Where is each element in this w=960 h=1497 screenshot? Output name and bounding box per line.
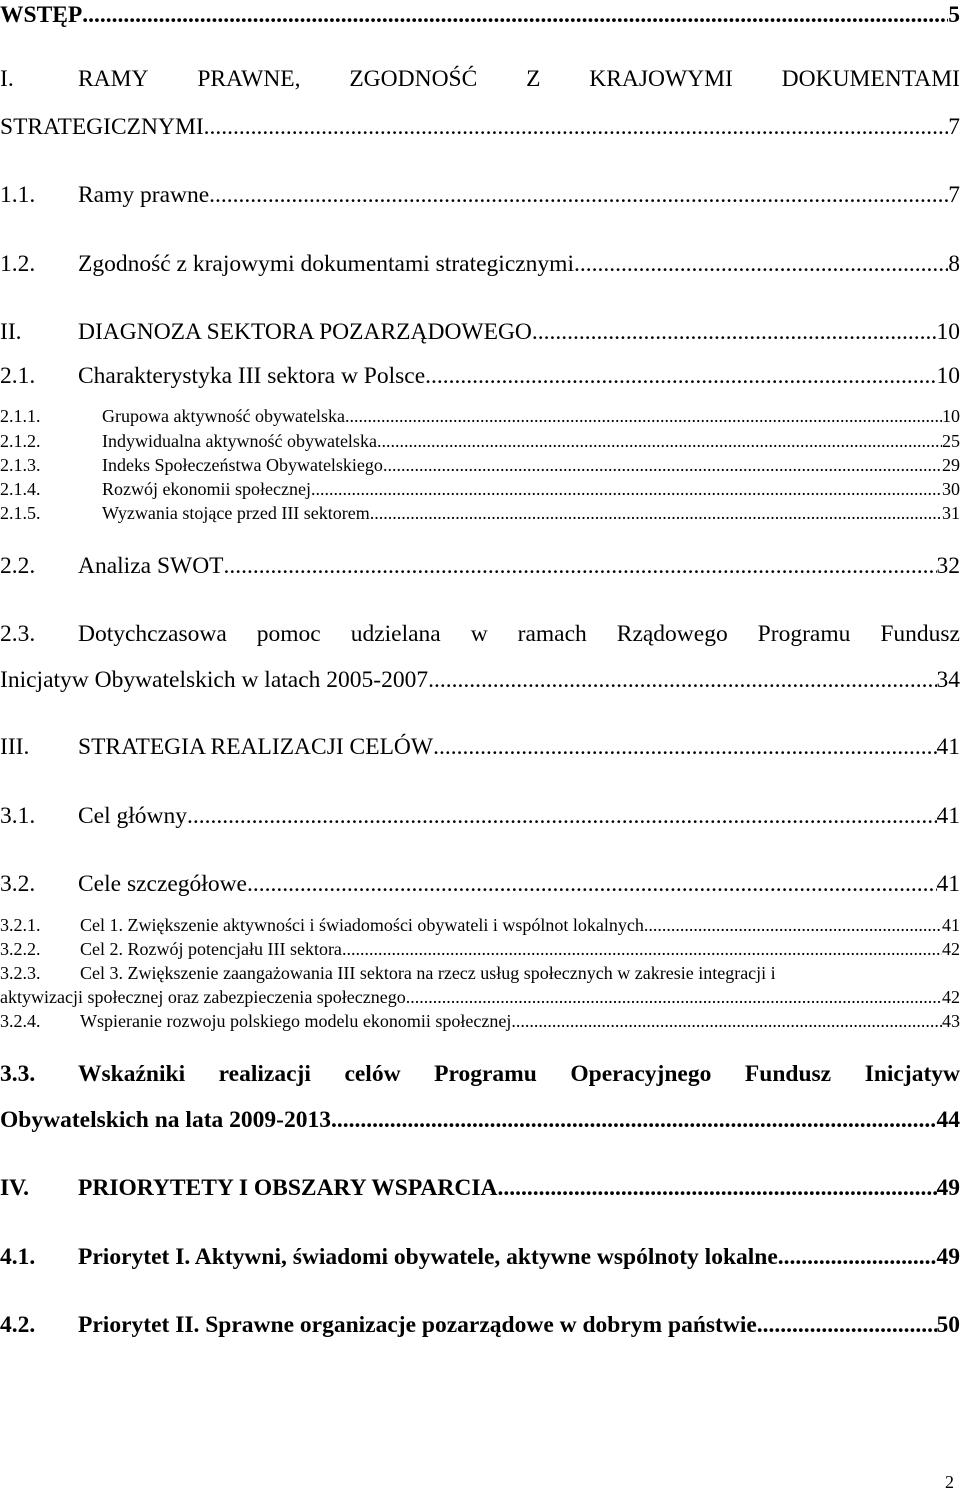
toc-entry-3-3-line2[interactable] (0, 1107, 960, 1134)
toc-number: 3.2.4. (0, 1011, 41, 1031)
toc-number: 3.2.2. (0, 939, 41, 959)
toc-leader (757, 1312, 937, 1339)
toc-number: 3.2.3. (0, 963, 41, 983)
toc-number: 3.1. (0, 803, 36, 829)
toc-number: 2.1.5. (0, 503, 41, 523)
toc-title: Cel 2. Rozwój potencjału III sektora (80, 939, 342, 959)
toc-leader (82, 2, 948, 29)
toc-title: Dotychczasowa pomoc udzielana w ramach Rządowego Programu Fundusz (78, 621, 960, 647)
toc-page: 30 (942, 479, 960, 499)
toc-page: 50 (936, 1312, 960, 1338)
toc-leader (644, 915, 942, 936)
toc-page: 7 (948, 182, 960, 208)
toc-number: II. (0, 319, 22, 345)
toc-title: Zgodność z krajowymi dokumentami strategicznymi (78, 251, 574, 277)
toc-title: Obywatelskich na lata 2009-2013 (0, 1107, 331, 1133)
toc-leader (532, 319, 937, 346)
toc-title: DIAGNOZA SEKTORA POZARZĄDOWEGO (78, 319, 532, 345)
toc-page: 41 (936, 871, 960, 897)
toc-number: 4.1. (0, 1244, 36, 1270)
toc-title: Analiza SWOT (78, 553, 224, 579)
toc-number: 2.1.4. (0, 479, 41, 499)
toc-entry-2-1-3[interactable] (0, 455, 960, 476)
toc-entry-ch2[interactable] (0, 319, 960, 346)
toc-number: 2.2. (0, 553, 36, 579)
toc-title: Cel 3. Zwiększenie zaangażowania III sektora na rzecz usług społecznych w zakresie integracji i (80, 963, 776, 983)
toc-number: 3.3. (0, 1061, 36, 1087)
toc-number: 3.2. (0, 871, 36, 897)
toc-entry-ch1-line1[interactable] (0, 66, 960, 93)
toc-entry-ch3[interactable] (0, 734, 960, 761)
toc-leader (187, 803, 936, 830)
toc-entry-3-1[interactable] (0, 803, 960, 830)
toc-page: 44 (936, 1107, 960, 1133)
toc-leader (428, 667, 936, 694)
toc-page: 7 (948, 114, 960, 140)
toc-leader (406, 987, 942, 1008)
toc-entry-3-2[interactable] (0, 871, 960, 898)
toc-number: 2.1.1. (0, 406, 41, 426)
toc-entry-4-1[interactable] (0, 1244, 960, 1271)
toc-entry-2-1-2[interactable] (0, 431, 960, 452)
toc-leader (224, 553, 937, 580)
toc-title: Cel główny (78, 803, 188, 829)
toc-page: 34 (936, 667, 960, 693)
toc-page: 32 (936, 553, 960, 579)
toc-page: 41 (942, 915, 960, 935)
toc-leader (377, 431, 942, 452)
toc-entry-3-2-2[interactable] (0, 939, 960, 960)
toc-title: Charakterystyka III sektora w Polsce (78, 363, 426, 389)
toc-page: 31 (942, 503, 960, 523)
toc-page: 10 (942, 406, 960, 426)
toc-title: STRATEGIA REALIZACJI CELÓW (78, 734, 434, 760)
toc-entry-ch1-line2[interactable] (0, 114, 960, 141)
toc-title: RAMY PRAWNE, ZGODNOŚĆ Z KRAJOWYMI DOKUMENTAMI (78, 66, 960, 92)
toc-entry-3-2-3-line1[interactable] (0, 963, 960, 984)
toc-entry-3-3-line1[interactable] (0, 1061, 960, 1088)
toc-title: Indywidualna aktywność obywatelska (102, 431, 377, 451)
toc-page: 43 (942, 1011, 960, 1031)
toc-leader (311, 479, 942, 500)
toc-leader (778, 1244, 937, 1271)
toc-page: 29 (942, 455, 960, 475)
toc-title: Cele szczegółowe (78, 871, 247, 897)
toc-leader (574, 251, 948, 278)
toc-title: Rozwój ekonomii społecznej (102, 479, 311, 499)
toc-page: 10 (936, 363, 960, 389)
toc-entry-4-2[interactable] (0, 1312, 960, 1339)
toc-number: 1.1. (0, 182, 36, 208)
toc-leader (209, 182, 948, 209)
toc-title: Wyzwania stojące przed III sektorem (102, 503, 370, 523)
toc-page: 25 (942, 431, 960, 451)
toc-page: 42 (942, 987, 960, 1007)
toc-leader (425, 363, 936, 390)
toc-number: 2.3. (0, 621, 36, 647)
toc-title: Priorytet II. Sprawne organizacje pozarządowe w dobrym państwie (78, 1312, 757, 1338)
toc-entry-wstep[interactable] (0, 2, 960, 29)
toc-leader (383, 455, 942, 476)
toc-number: 1.2. (0, 251, 36, 277)
toc-leader (345, 406, 942, 427)
toc-title: PRIORYTETY I OBSZARY WSPARCIA (78, 1175, 498, 1201)
toc-entry-2-2[interactable] (0, 553, 960, 580)
toc-entry-1-2[interactable] (0, 251, 960, 278)
toc-entry-2-1-4[interactable] (0, 479, 960, 500)
toc-page: 41 (936, 803, 960, 829)
toc-number: III. (0, 734, 30, 760)
toc-number: 2.1.3. (0, 455, 41, 475)
toc-entry-2-1[interactable] (0, 363, 960, 390)
toc-title: Cel 1. Zwiększenie aktywności i świadomości obywateli i wspólnot lokalnych (80, 915, 644, 935)
toc-entry-2-1-1[interactable] (0, 406, 960, 427)
toc-title: Wspieranie rozwoju polskiego modelu ekonomii społecznej (80, 1011, 512, 1031)
toc-title: aktywizacji społecznej oraz zabezpieczenia społecznego (0, 987, 406, 1007)
toc-number: IV. (0, 1175, 29, 1201)
toc-entry-3-2-4[interactable] (0, 1011, 960, 1032)
toc-page: 41 (936, 734, 960, 760)
toc-entry-3-2-1[interactable] (0, 915, 960, 936)
page-number: 2 (945, 1472, 954, 1492)
toc-title: Ramy prawne (78, 182, 210, 208)
toc-leader (342, 939, 942, 960)
toc-leader (433, 734, 936, 761)
toc-title: Wskaźniki realizacji celów Programu Operacyjnego Fundusz Inicjatyw (78, 1061, 960, 1087)
toc-title: Indeks Społeczeństwa Obywatelskiego (102, 455, 383, 475)
toc-title: Priorytet I. Aktywni, świadomi obywatele, aktywne wspólnoty lokalne (78, 1244, 778, 1270)
toc-leader (204, 114, 949, 141)
toc-entry-2-3-line1[interactable] (0, 621, 960, 648)
toc-title: WSTĘP (0, 2, 83, 28)
toc-number: 4.2. (0, 1312, 36, 1338)
toc-number: I. (0, 66, 14, 92)
toc-page: 10 (936, 319, 960, 345)
toc-entry-2-1-5[interactable] (0, 503, 960, 524)
toc-title: Inicjatyw Obywatelskich w latach 2005-2007 (0, 667, 429, 693)
toc-leader (247, 871, 937, 898)
toc-page: 42 (942, 939, 960, 959)
toc-entry-3-2-3-line2[interactable] (0, 987, 960, 1008)
toc-number: 3.2.1. (0, 915, 41, 935)
toc-page: 49 (936, 1244, 960, 1270)
toc-title: Grupowa aktywność obywatelska (102, 406, 345, 426)
toc-entry-1-1[interactable] (0, 182, 960, 209)
toc-page: 8 (948, 251, 960, 277)
toc-leader (331, 1107, 937, 1134)
toc-number: 2.1. (0, 363, 36, 389)
toc-leader (497, 1175, 936, 1202)
toc-leader (370, 503, 942, 524)
toc-page: 49 (936, 1175, 960, 1201)
toc-entry-2-3-line2[interactable] (0, 667, 960, 694)
toc-leader (511, 1011, 942, 1032)
toc-page: 5 (948, 2, 960, 28)
toc-title: STRATEGICZNYMI (0, 114, 204, 140)
toc-number: 2.1.2. (0, 431, 41, 451)
toc-entry-ch4[interactable] (0, 1175, 960, 1202)
